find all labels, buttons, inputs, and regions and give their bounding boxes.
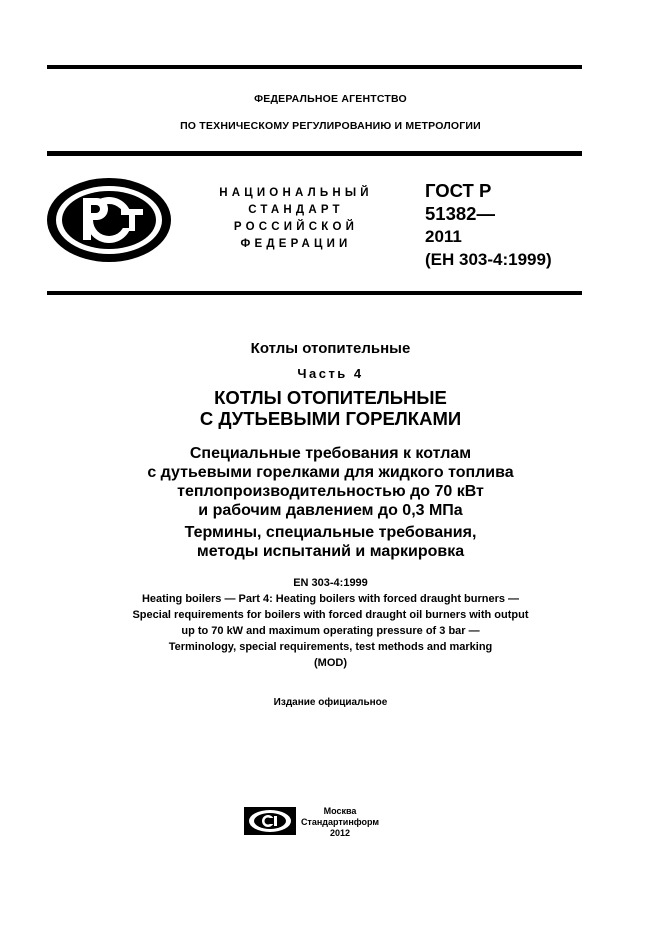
main-title <box>0 387 661 429</box>
header-divider <box>47 151 582 156</box>
gost-r-logo-icon <box>45 176 173 264</box>
subtitle-line-4: и рабочим давлением до 0,3 МПа <box>198 502 463 519</box>
en-line-5: (MOD) <box>314 657 347 669</box>
standard-code <box>425 179 552 271</box>
main-title-line-2: С ДУТЬЕВЫМИ ГОРЕЛКАМИ <box>199 408 462 429</box>
subtitle-line-2: с дутьевыми горелками для жидкого топлива <box>147 464 514 481</box>
top-rule <box>47 65 582 69</box>
subtitle-line-5: Термины, специальные требования, <box>184 524 477 541</box>
agency-line-2: ПО ТЕХНИЧЕСКОМУ РЕГУЛИРОВАНИЮ И МЕТРОЛОГИИ <box>180 120 481 132</box>
subtitle-line-3: теплопроизводительностью до 70 кВт <box>177 483 484 500</box>
publisher-info <box>300 806 380 839</box>
agency-line-1: ФЕДЕРАЛЬНОЕ АГЕНТСТВО <box>254 93 407 105</box>
subtitle-line-6: методы испытаний и маркировка <box>196 543 465 560</box>
standartinform-logo-icon <box>244 807 296 835</box>
publisher-name: Стандартинформ <box>300 817 380 827</box>
en-reference: EN 303-4:1999 <box>293 577 368 589</box>
subtitle-line-1: Специальные требования к котлам <box>189 445 472 462</box>
standard-code-line-3: 2011 <box>425 227 462 246</box>
en-line-1: Heating boilers — Part 4: Heating boilers with forced draught burners — <box>141 593 520 605</box>
standard-divider <box>47 291 582 295</box>
subtitle <box>0 444 661 561</box>
national-line-1: НАЦИОНАЛЬНЫЙ <box>219 187 373 199</box>
part-number: Часть 4 <box>297 366 364 381</box>
english-title <box>0 575 661 671</box>
en-line-3: up to 70 kW and maximum operating pressure of 3 bar — <box>181 625 480 637</box>
standard-code-line-1: ГОСТ Р <box>425 180 492 201</box>
publisher-year: 2012 <box>329 828 351 838</box>
series-title: Котлы отопительные <box>250 340 411 357</box>
en-line-2: Special requirements for boilers with forced draught oil burners with output <box>132 609 529 621</box>
edition-label: Издание официальное <box>273 697 388 708</box>
standard-code-line-4: (ЕН 303-4:1999) <box>425 250 552 269</box>
national-line-2: СТАНДАРТ <box>248 204 344 216</box>
standard-code-line-2: 51382— <box>425 203 495 224</box>
national-line-4: ФЕДЕРАЦИИ <box>240 238 352 250</box>
main-title-line-1: КОТЛЫ ОТОПИТЕЛЬНЫЕ <box>214 387 447 408</box>
en-line-4: Terminology, special requirements, test methods and marking <box>168 641 493 653</box>
national-line-3: РОССИЙСКОЙ <box>233 221 359 233</box>
publisher-city: Москва <box>323 806 357 816</box>
national-standard-label <box>205 185 387 253</box>
